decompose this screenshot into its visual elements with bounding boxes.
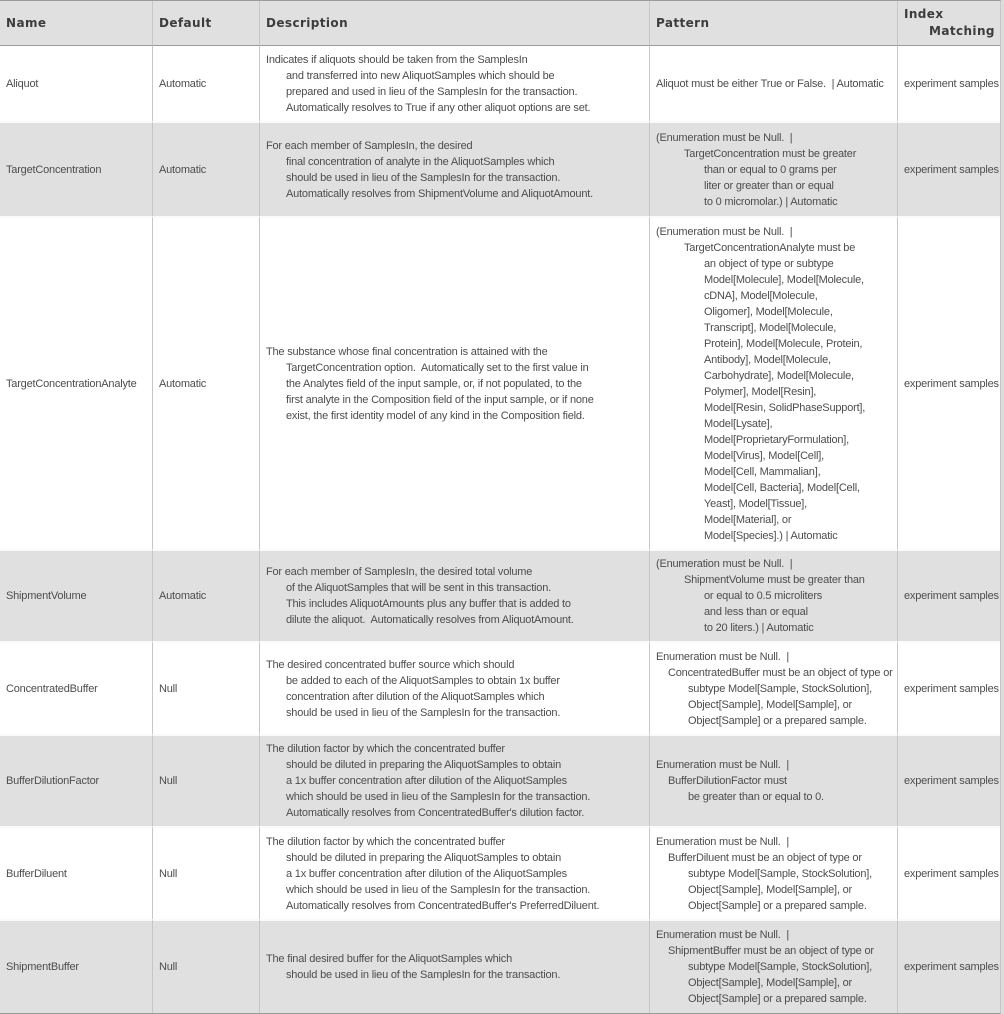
text-line: Yeast], Model[Tissue], bbox=[704, 497, 808, 510]
text-line: and less than or equal bbox=[704, 606, 808, 618]
cell-description-content bbox=[260, 561, 649, 631]
cell-default-content bbox=[153, 373, 259, 395]
cell-index-matching bbox=[898, 641, 1000, 734]
cell-index-matching bbox=[898, 216, 1000, 549]
text-line: subtype Model[Sample, StockSolution], bbox=[688, 682, 872, 695]
cell-name bbox=[0, 216, 153, 549]
text-line: Model[Cell, Mammalian], bbox=[704, 465, 821, 478]
table-row bbox=[0, 121, 1000, 216]
text-line: than or equal to 0 grams per bbox=[704, 163, 837, 176]
text-line: exist, the first identity model of any kind in the Composition field. bbox=[286, 409, 585, 422]
cell-pattern bbox=[650, 919, 898, 1013]
text-line: BufferDilutionFactor bbox=[6, 775, 100, 787]
text-line: Model[Lysate], bbox=[704, 417, 773, 430]
cell-index-matching-content bbox=[898, 770, 1000, 792]
text-line: Automatically resolves from ShipmentVolume and AliquotAmount. bbox=[286, 187, 593, 200]
cell-index-matching bbox=[898, 46, 1000, 121]
cell-default bbox=[153, 549, 260, 641]
cell-description-content bbox=[260, 341, 649, 427]
cell-description bbox=[260, 549, 650, 641]
text-line: Object[Sample], Model[Sample], or bbox=[688, 883, 852, 896]
cell-name bbox=[0, 641, 153, 734]
text-line: should be used in lieu of the SamplesIn for the transaction. bbox=[286, 969, 561, 981]
cell-index-matching-content bbox=[898, 678, 1000, 700]
text-line: Object[Sample], Model[Sample], or bbox=[688, 977, 852, 989]
column-header-description bbox=[260, 1, 650, 46]
table-body bbox=[0, 46, 1000, 1013]
text-line: Antibody], Model[Molecule, bbox=[704, 353, 831, 366]
text-line: Automatically resolves from ConcentratedBuffer's dilution factor. bbox=[286, 807, 585, 819]
column-header-label: Matching bbox=[929, 24, 995, 38]
text-line: should be used in lieu of the SamplesIn for the transaction. bbox=[286, 171, 561, 184]
text-line: Polymer], Model[Resin], bbox=[704, 385, 817, 398]
cell-name-content bbox=[0, 159, 152, 181]
text-line: Transcript], Model[Molecule, bbox=[704, 321, 837, 334]
table-header bbox=[0, 1, 1000, 46]
text-line: should be used in lieu of the SamplesIn for the transaction. bbox=[286, 706, 561, 719]
text-line: Protein], Model[Molecule, Protein, bbox=[704, 337, 863, 350]
text-line: experiment samples bbox=[904, 867, 999, 880]
text-line: Model[Material], or bbox=[704, 513, 792, 526]
cell-pattern-content bbox=[650, 754, 897, 808]
text-line: experiment samples bbox=[904, 961, 999, 973]
cell-pattern bbox=[650, 46, 898, 121]
cell-pattern bbox=[650, 549, 898, 641]
text-line: The final desired buffer for the AliquotSamples which bbox=[266, 953, 513, 965]
text-line: first analyte in the Composition field of the input sample, or if none bbox=[286, 393, 594, 406]
text-line: BufferDiluent must be an object of type or bbox=[668, 851, 862, 864]
cell-default bbox=[153, 121, 260, 216]
cell-index-matching-content bbox=[898, 863, 1000, 885]
text-line: TargetConcentration must be greater bbox=[684, 147, 857, 160]
text-line: experiment samples bbox=[904, 377, 999, 390]
cell-pattern-content bbox=[650, 646, 897, 732]
text-line: TargetConcentration option. Automatically set to the first value in bbox=[286, 361, 589, 374]
cell-default-content bbox=[153, 956, 259, 978]
text-line: be greater than or equal to 0. bbox=[688, 791, 824, 803]
column-header-label: Default bbox=[159, 15, 212, 30]
text-line: final concentration of analyte in the AliquotSamples which bbox=[286, 155, 555, 168]
text-line: cDNA], Model[Molecule, bbox=[704, 289, 818, 302]
text-line: BufferDiluent bbox=[6, 867, 67, 880]
cell-default-content bbox=[153, 863, 259, 885]
text-line: Indicates if aliquots should be taken from the SamplesIn bbox=[266, 53, 528, 66]
cell-pattern bbox=[650, 216, 898, 549]
cell-default bbox=[153, 826, 260, 919]
cell-pattern-content bbox=[650, 831, 897, 917]
text-line: should be diluted in preparing the AliquotSamples to obtain bbox=[286, 851, 562, 864]
cell-pattern bbox=[650, 734, 898, 826]
cell-description-content bbox=[260, 948, 649, 986]
text-line: Model[Species].) | Automatic bbox=[704, 529, 838, 542]
cell-index-matching-content bbox=[898, 956, 1000, 978]
text-line: and transferred into new AliquotSamples which should be bbox=[286, 69, 555, 82]
cell-index-matching-content bbox=[898, 373, 1000, 395]
cell-name bbox=[0, 121, 153, 216]
column-header-label: Index bbox=[904, 7, 944, 21]
cell-default bbox=[153, 641, 260, 734]
cell-default-content bbox=[153, 159, 259, 181]
text-line: TargetConcentrationAnalyte bbox=[6, 377, 137, 390]
text-line: ConcentratedBuffer bbox=[6, 682, 98, 695]
column-header-label: Description bbox=[266, 15, 349, 30]
cell-pattern-content bbox=[650, 127, 897, 213]
cell-index-matching-content bbox=[898, 585, 1000, 607]
cell-default-content bbox=[153, 770, 259, 792]
text-line: Model[Cell, Bacteria], Model[Cell, bbox=[704, 481, 860, 494]
cell-index-matching bbox=[898, 919, 1000, 1013]
cell-name bbox=[0, 826, 153, 919]
text-line: Enumeration must be Null. | bbox=[656, 650, 789, 663]
text-line: The substance whose final concentration is attained with the bbox=[266, 345, 548, 358]
text-line: to 0 micromolar.) | Automatic bbox=[704, 195, 838, 208]
cell-pattern bbox=[650, 826, 898, 919]
cell-default bbox=[153, 919, 260, 1013]
column-header-label: Name bbox=[6, 15, 47, 30]
text-line: This includes AliquotAmounts plus any buffer that is added to bbox=[286, 598, 571, 610]
text-line: Object[Sample] or a prepared sample. bbox=[688, 993, 867, 1005]
cell-name bbox=[0, 46, 153, 121]
text-line: a 1x buffer concentration after dilution of the AliquotSamples bbox=[286, 775, 567, 787]
text-line: should be diluted in preparing the AliquotSamples to obtain bbox=[286, 759, 562, 771]
text-line: of the AliquotSamples that will be sent in this transaction. bbox=[286, 582, 551, 594]
cell-description-content bbox=[260, 654, 649, 724]
text-line: (Enumeration must be Null. | bbox=[656, 225, 793, 238]
column-header-index-matching bbox=[898, 1, 1000, 46]
text-line: Automatic bbox=[159, 77, 207, 90]
text-line: (Enumeration must be Null. | bbox=[656, 131, 793, 144]
cell-default bbox=[153, 46, 260, 121]
text-line: Model[Resin, SolidPhaseSupport], bbox=[704, 401, 866, 414]
header-row bbox=[0, 1, 1000, 46]
cell-name-content bbox=[0, 770, 152, 792]
table-row bbox=[0, 641, 1000, 734]
text-line: experiment samples bbox=[904, 775, 999, 787]
cell-index-matching bbox=[898, 121, 1000, 216]
table-row bbox=[0, 734, 1000, 826]
cell-description-content bbox=[260, 49, 649, 119]
text-line: liter or greater than or equal bbox=[704, 179, 834, 192]
cell-default-content bbox=[153, 585, 259, 607]
text-line: The dilution factor by which the concentrated buffer bbox=[266, 743, 505, 755]
text-line: subtype Model[Sample, StockSolution], bbox=[688, 867, 872, 880]
text-line: ShipmentBuffer bbox=[6, 961, 79, 973]
text-line: Enumeration must be Null. | bbox=[656, 759, 789, 771]
text-line: For each member of SamplesIn, the desired total volume bbox=[266, 566, 533, 578]
text-line: TargetConcentration bbox=[6, 163, 102, 176]
cell-description-content bbox=[260, 135, 649, 205]
text-line: (Enumeration must be Null. | bbox=[656, 558, 793, 570]
table-row bbox=[0, 826, 1000, 919]
text-line: The dilution factor by which the concentrated buffer bbox=[266, 835, 505, 848]
text-line: Null bbox=[159, 961, 178, 973]
text-line: experiment samples bbox=[904, 163, 999, 176]
cell-index-matching-content bbox=[898, 73, 1000, 95]
table-row bbox=[0, 216, 1000, 549]
cell-description-content bbox=[260, 738, 649, 824]
text-line: Oligomer], Model[Molecule, bbox=[704, 305, 833, 318]
column-header-pattern bbox=[650, 1, 898, 46]
cell-name-content bbox=[0, 585, 152, 607]
text-line: be added to each of the AliquotSamples to obtain 1x buffer bbox=[286, 674, 560, 687]
text-line: Automatic bbox=[159, 590, 207, 602]
text-line: Object[Sample], Model[Sample], or bbox=[688, 698, 852, 711]
text-line: Model[Virus], Model[Cell], bbox=[704, 449, 824, 462]
cell-pattern-content bbox=[650, 73, 897, 95]
column-header-label: Pattern bbox=[656, 15, 710, 30]
cell-description bbox=[260, 46, 650, 121]
cell-name-content bbox=[0, 73, 152, 95]
cell-pattern-content bbox=[650, 924, 897, 1010]
text-line: dilute the aliquot. Automatically resolves from AliquotAmount. bbox=[286, 614, 574, 626]
table-row bbox=[0, 919, 1000, 1013]
text-line: Object[Sample] or a prepared sample. bbox=[688, 714, 867, 727]
text-line: an object of type or subtype bbox=[704, 257, 834, 270]
text-line: TargetConcentrationAnalyte must be bbox=[684, 241, 856, 254]
text-line: The desired concentrated buffer source which should bbox=[266, 658, 515, 671]
text-line: Automatic bbox=[159, 377, 207, 390]
cell-index-matching bbox=[898, 826, 1000, 919]
cell-default-content bbox=[153, 678, 259, 700]
cell-index-matching bbox=[898, 734, 1000, 826]
text-line: subtype Model[Sample, StockSolution], bbox=[688, 961, 872, 973]
column-header-default bbox=[153, 1, 260, 46]
text-line: Null bbox=[159, 867, 178, 880]
text-line: For each member of SamplesIn, the desired bbox=[266, 139, 473, 152]
cell-pattern bbox=[650, 121, 898, 216]
cell-description bbox=[260, 216, 650, 549]
cell-pattern bbox=[650, 641, 898, 734]
text-line: to 20 liters.) | Automatic bbox=[704, 622, 814, 634]
cell-description bbox=[260, 121, 650, 216]
cell-description bbox=[260, 734, 650, 826]
text-line: ShipmentBuffer must be an object of type or bbox=[668, 945, 874, 957]
text-line: Object[Sample] or a prepared sample. bbox=[688, 899, 867, 912]
text-line: Model[ProprietaryFormulation], bbox=[704, 433, 850, 446]
cell-pattern-content bbox=[650, 553, 897, 639]
text-line: Null bbox=[159, 682, 178, 695]
text-line: Automatic bbox=[159, 163, 207, 176]
text-line: experiment samples bbox=[904, 77, 999, 90]
cell-name bbox=[0, 734, 153, 826]
text-line: Enumeration must be Null. | bbox=[656, 835, 789, 848]
cell-description bbox=[260, 919, 650, 1013]
text-line: experiment samples bbox=[904, 682, 999, 695]
text-line: Carbohydrate], Model[Molecule, bbox=[704, 369, 854, 382]
text-line: ShipmentVolume must be greater than bbox=[684, 574, 865, 586]
cell-name-content bbox=[0, 373, 152, 395]
text-line: Model[Molecule], Model[Molecule, bbox=[704, 273, 864, 286]
text-line: the Analytes field of the input sample, or, if not populated, to the bbox=[286, 377, 582, 390]
cell-default bbox=[153, 734, 260, 826]
text-line: Null bbox=[159, 775, 178, 787]
text-line: a 1x buffer concentration after dilution of the AliquotSamples bbox=[286, 867, 567, 880]
cell-name bbox=[0, 919, 153, 1013]
text-line: or equal to 0.5 microliters bbox=[704, 590, 823, 602]
cell-name bbox=[0, 549, 153, 641]
text-line: Aliquot must be either True or False. | Automatic bbox=[656, 77, 884, 90]
text-line: Enumeration must be Null. | bbox=[656, 929, 789, 941]
cell-name-content bbox=[0, 678, 152, 700]
text-line: prepared and used in lieu of the SamplesIn for the transaction. bbox=[286, 85, 578, 98]
text-line: which should be used in lieu of the SamplesIn for the transaction. bbox=[286, 791, 591, 803]
cell-index-matching-content bbox=[898, 159, 1000, 181]
text-line: Automatically resolves to True if any other aliquot options are set. bbox=[286, 101, 591, 114]
cell-pattern-content bbox=[650, 221, 897, 547]
text-line: experiment samples bbox=[904, 590, 999, 602]
cell-default bbox=[153, 216, 260, 549]
cell-default-content bbox=[153, 73, 259, 95]
cell-name-content bbox=[0, 863, 152, 885]
text-line: ShipmentVolume bbox=[6, 590, 87, 602]
text-line: ConcentratedBuffer must be an object of type or bbox=[668, 666, 893, 679]
cell-description bbox=[260, 826, 650, 919]
text-line: Automatically resolves from ConcentratedBuffer's PreferredDiluent. bbox=[286, 899, 600, 912]
table-row bbox=[0, 46, 1000, 121]
cell-description bbox=[260, 641, 650, 734]
text-line: concentration after dilution of the AliquotSamples which bbox=[286, 690, 545, 703]
cell-name-content bbox=[0, 956, 152, 978]
text-line: BufferDilutionFactor must bbox=[668, 775, 787, 787]
column-header-name bbox=[0, 1, 153, 46]
cell-index-matching bbox=[898, 549, 1000, 641]
cell-description-content bbox=[260, 831, 649, 917]
text-line: which should be used in lieu of the SamplesIn for the transaction. bbox=[286, 883, 591, 896]
text-line: Aliquot bbox=[6, 77, 39, 90]
table-row bbox=[0, 549, 1000, 641]
